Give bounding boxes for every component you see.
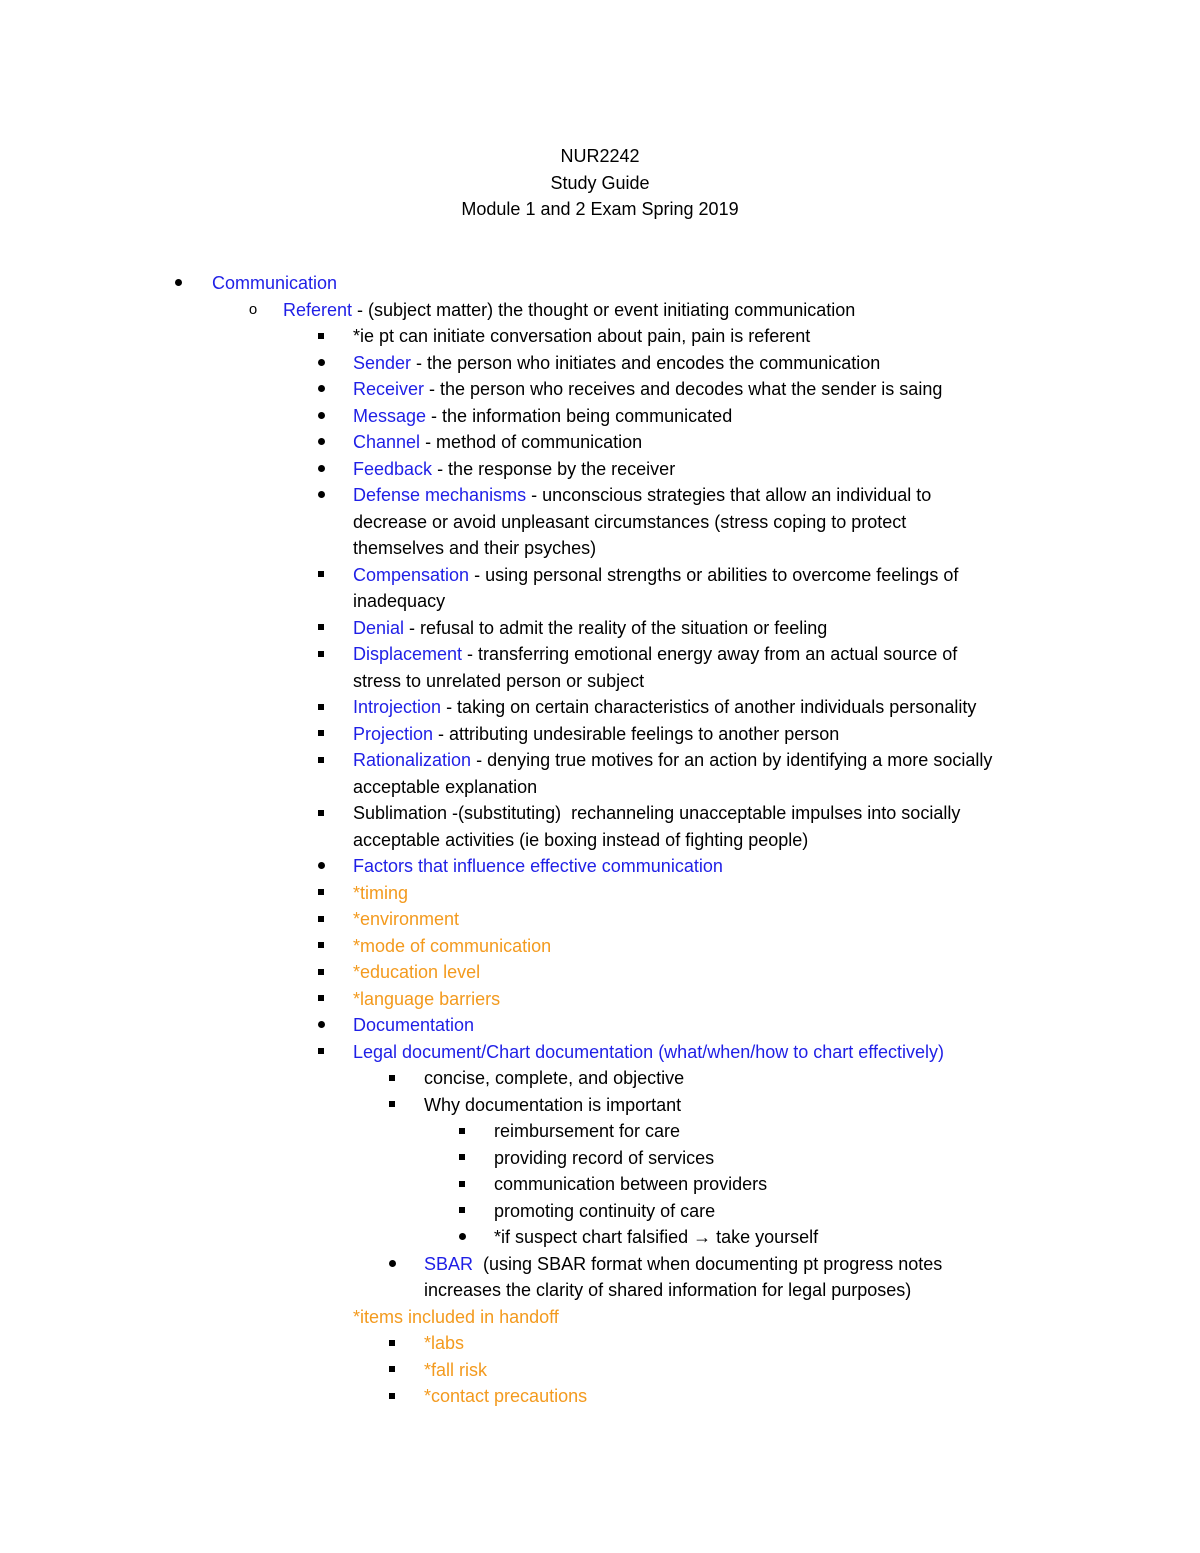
item-text	[353, 562, 958, 589]
item-term: Communication	[212, 273, 338, 293]
bullet-square-icon	[382, 1065, 402, 1092]
item-term: Documentation	[353, 1015, 475, 1035]
item-term: *environment	[353, 909, 460, 929]
bullet-square-icon	[452, 1145, 472, 1172]
item-description: - unconscious strategies that allow an individual to	[526, 485, 932, 505]
item-term: *labs	[424, 1333, 465, 1353]
bullet-dot-icon	[311, 482, 331, 509]
item-text	[353, 588, 445, 615]
list-item	[0, 747, 1200, 774]
item-term: *mode of communication	[353, 935, 552, 956]
list-item	[0, 1330, 1200, 1357]
item-term: *timing	[353, 882, 409, 903]
list-item	[0, 297, 1200, 324]
item-term: Legal document/Chart documentation (what/when/how to chart effectively)	[353, 1041, 944, 1062]
bullet-dot-icon	[382, 1251, 402, 1278]
list-item	[0, 853, 1200, 880]
list-item	[0, 482, 1200, 509]
item-text	[353, 747, 992, 774]
bullet-square-icon	[311, 986, 331, 1013]
item-description: (using SBAR format when documenting pt progress notes	[473, 1253, 943, 1274]
list-item	[0, 1251, 1200, 1278]
item-description: reimbursement for care	[494, 1121, 681, 1141]
bullet-square-icon	[311, 959, 331, 986]
item-term: Referent	[283, 299, 353, 320]
list-item	[0, 933, 1200, 960]
list-item	[0, 562, 1200, 589]
list-item	[0, 1277, 1200, 1304]
item-term: *language barriers	[353, 988, 501, 1009]
item-text	[494, 1171, 767, 1198]
item-description: communication between providers	[494, 1174, 768, 1194]
list-item	[0, 456, 1200, 483]
list-item	[0, 270, 1200, 297]
item-text	[424, 1092, 681, 1119]
item-description: - taking on certain characteristics of another individuals personality	[441, 697, 977, 717]
item-description: - the person who initiates and encodes the communication	[411, 352, 881, 373]
item-description: - the response by the receiver	[432, 458, 676, 479]
bullet-square-icon	[311, 933, 331, 960]
item-text	[353, 376, 942, 403]
item-description: decrease or avoid unpleasant circumstances (stress coping to protect	[353, 511, 907, 532]
list-item	[0, 615, 1200, 642]
list-item	[0, 694, 1200, 721]
item-text	[353, 694, 976, 721]
list-item	[0, 1092, 1200, 1119]
item-text	[353, 509, 906, 536]
bullet-square-icon	[311, 1039, 331, 1066]
item-text	[424, 1357, 487, 1384]
item-text	[424, 1251, 942, 1278]
bullet-square-icon	[311, 694, 331, 721]
bullet-square-icon	[311, 721, 331, 748]
bullet-dot-icon	[452, 1224, 472, 1251]
list-item	[0, 641, 1200, 668]
bullet-square-icon	[382, 1357, 402, 1384]
item-text	[424, 1383, 587, 1410]
item-description: - denying true motives for an action by identifying a more socially	[471, 750, 993, 770]
list-item	[0, 403, 1200, 430]
item-description: - transferring emotional energy away from an actual source of	[462, 644, 958, 664]
item-text	[353, 800, 960, 827]
bullet-dot-icon	[311, 853, 331, 880]
outline-list	[0, 270, 1200, 1410]
item-description: - refusal to admit the reality of the situation or feeling	[404, 617, 828, 638]
list-item	[0, 959, 1200, 986]
bullet-dot-icon	[311, 376, 331, 403]
item-term: Displacement	[353, 644, 463, 664]
list-item	[0, 1198, 1200, 1225]
list-item	[0, 986, 1200, 1013]
item-text	[283, 297, 855, 324]
item-term: Factors that influence effective communication	[353, 856, 723, 876]
item-text	[353, 933, 551, 960]
item-term: Introjection	[353, 697, 442, 717]
bullet-square-icon	[452, 1118, 472, 1145]
item-text	[424, 1330, 464, 1357]
item-term: Compensation	[353, 564, 470, 585]
list-item	[0, 323, 1200, 350]
item-description: - method of communication	[420, 432, 643, 452]
item-text	[353, 1012, 474, 1039]
list-item	[0, 800, 1200, 827]
document-header	[0, 143, 1200, 223]
item-text	[494, 1118, 680, 1145]
bullet-square-icon	[311, 562, 331, 589]
item-text	[424, 1065, 684, 1092]
list-item	[0, 429, 1200, 456]
course-code: NUR2242	[560, 146, 640, 166]
item-description: Why documentation is important	[424, 1094, 682, 1115]
item-description: - the information being communicated	[426, 405, 733, 426]
list-item	[0, 906, 1200, 933]
item-description: *ie pt can initiate conversation about pain, pain is referent	[353, 326, 811, 346]
item-term: Message	[353, 405, 427, 426]
list-item	[0, 350, 1200, 377]
bullet-square-icon	[311, 323, 331, 350]
item-text	[353, 906, 459, 933]
list-item	[0, 376, 1200, 403]
list-item	[0, 535, 1200, 562]
item-term: Sender	[353, 352, 412, 373]
item-term: Channel	[353, 432, 421, 452]
item-term: Projection	[353, 723, 434, 744]
item-term: Denial	[353, 617, 405, 638]
item-description: inadequacy	[353, 591, 446, 611]
item-text	[353, 641, 957, 668]
document-title: Study Guide	[550, 172, 650, 193]
item-text	[353, 1304, 559, 1331]
item-term: Defense mechanisms	[353, 485, 527, 505]
item-text	[353, 721, 839, 748]
list-item	[0, 1171, 1200, 1198]
item-term: *fall risk	[424, 1359, 488, 1380]
item-description: - using personal strengths or abilities to overcome feelings of	[469, 564, 959, 585]
item-text	[353, 482, 931, 509]
bullet-square-icon	[382, 1383, 402, 1410]
item-text	[212, 270, 337, 297]
bullet-square-icon	[382, 1330, 402, 1357]
item-text	[353, 880, 408, 907]
list-item	[0, 721, 1200, 748]
bullet-square-icon	[311, 615, 331, 642]
list-item	[0, 1039, 1200, 1066]
list-item	[0, 774, 1200, 801]
list-item	[0, 880, 1200, 907]
bullet-dot-icon	[311, 403, 331, 430]
list-item	[0, 1012, 1200, 1039]
item-description: acceptable activities (ie boxing instead of fighting people)	[353, 829, 809, 850]
bullet-circle-icon: o	[248, 300, 258, 318]
list-item	[0, 588, 1200, 615]
bullet-dot-icon	[311, 456, 331, 483]
list-item	[0, 668, 1200, 695]
list-item	[0, 1118, 1200, 1145]
bullet-square-icon	[311, 800, 331, 827]
item-term: Receiver	[353, 379, 425, 399]
item-text	[494, 1198, 715, 1225]
list-item	[0, 509, 1200, 536]
list-item	[0, 1224, 1200, 1251]
bullet-square-icon	[452, 1171, 472, 1198]
list-item	[0, 1383, 1200, 1410]
item-text	[353, 403, 732, 430]
item-description: - the person who receives and decodes what the sender is saing	[424, 379, 943, 399]
item-text	[353, 535, 596, 562]
list-item	[0, 1304, 1200, 1331]
list-item	[0, 1357, 1200, 1384]
item-text	[424, 1277, 911, 1304]
list-item	[0, 1145, 1200, 1172]
bullet-square-icon	[382, 1092, 402, 1119]
item-description: concise, complete, and objective	[424, 1068, 685, 1088]
item-text	[353, 668, 644, 695]
item-text	[353, 323, 810, 350]
item-text	[494, 1145, 714, 1172]
item-description: - attributing undesirable feelings to another person	[433, 723, 840, 744]
item-description: themselves and their psyches)	[353, 538, 597, 558]
item-text	[353, 959, 480, 986]
list-item	[0, 827, 1200, 854]
bullet-square-icon	[311, 880, 331, 907]
bullet-square-icon	[311, 747, 331, 774]
item-text	[353, 429, 642, 456]
list-item	[0, 1065, 1200, 1092]
item-description: Sublimation -(substituting) rechanneling unacceptable impulses into socially	[353, 803, 961, 823]
item-text	[353, 774, 537, 801]
item-text	[353, 1039, 944, 1066]
item-term: Rationalization	[353, 750, 472, 770]
bullet-dot-icon	[168, 270, 188, 297]
item-text	[494, 1224, 818, 1251]
item-description: - (subject matter) the thought or event initiating communication	[352, 299, 856, 320]
item-term: SBAR	[424, 1253, 474, 1274]
item-term: *items included in handoff	[353, 1306, 559, 1327]
item-description: providing record of services	[494, 1147, 715, 1168]
item-text	[353, 986, 500, 1013]
item-description: increases the clarity of shared information for legal purposes)	[424, 1280, 912, 1300]
item-description: acceptable explanation	[353, 776, 538, 797]
item-text	[353, 350, 880, 377]
item-description: promoting continuity of care	[494, 1200, 716, 1221]
item-text	[353, 456, 675, 483]
bullet-dot-icon	[311, 1012, 331, 1039]
item-term: *contact precautions	[424, 1386, 588, 1406]
item-text	[353, 827, 808, 854]
bullet-square-icon	[311, 641, 331, 668]
bullet-square-icon	[452, 1198, 472, 1225]
document-subtitle: Module 1 and 2 Exam Spring 2019	[461, 199, 739, 219]
item-term: *education level	[353, 962, 481, 982]
bullet-dot-icon	[311, 429, 331, 456]
bullet-square-icon	[311, 906, 331, 933]
item-description: stress to unrelated person or subject	[353, 670, 645, 691]
item-text	[353, 853, 723, 880]
item-description: *if suspect chart falsified → take yourself	[494, 1227, 819, 1247]
item-term: Feedback	[353, 458, 433, 479]
item-text	[353, 615, 827, 642]
bullet-dot-icon	[311, 350, 331, 377]
